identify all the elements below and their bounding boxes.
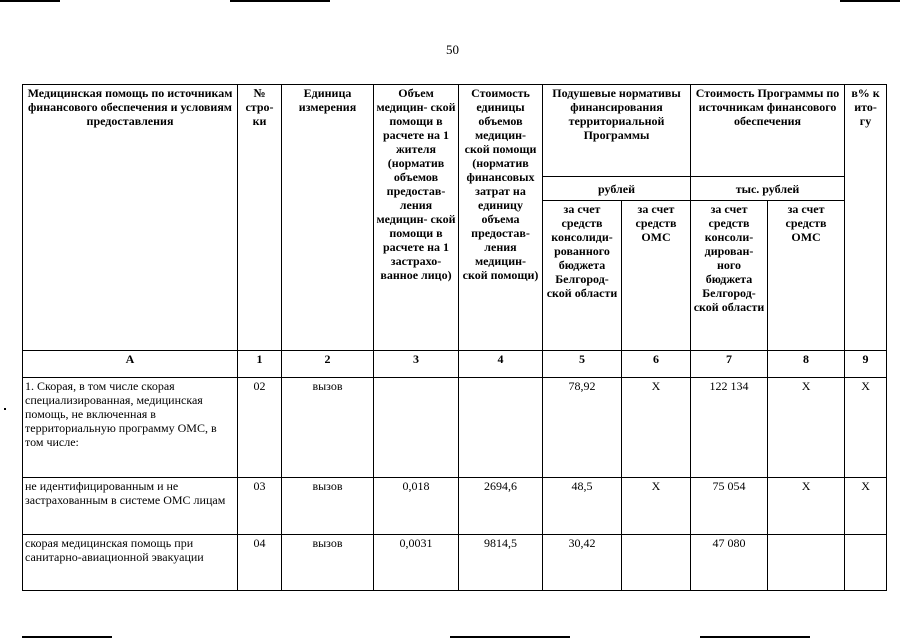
scan-speck [4,408,6,410]
header-col-3: Объем медицин- ской помощи в расчете на 1 жителя (норматив объемов предостав- ления медицин- ской помощи в расчете на 1 застрахо- ванное лицо) [374,85,459,351]
row-cost-oms [768,535,845,591]
column-number: 2 [282,351,374,378]
table-row [23,378,887,478]
row-unit-cost: 9814,5 [459,535,543,591]
column-number: 4 [459,351,543,378]
row-per-capita-oms: Х [622,478,691,535]
column-number: 1 [238,351,282,378]
row-per-capita-budget: 48,5 [543,478,622,535]
column-number: 9 [845,351,887,378]
header-col-4: Стоимость единицы объемов медицин- ской помощи (норматив финансовых затрат на единицу объема предостав- ления медицин- ской помощи) [459,85,543,351]
column-number: 3 [374,351,459,378]
row-percent: Х [845,378,887,478]
row-unit: вызов [282,378,374,478]
scan-edge-top-right [840,0,900,2]
header-col-8: за счет средств ОМС [768,201,845,351]
row-volume: 0,0031 [374,535,459,591]
row-per-capita-budget: 78,92 [543,378,622,478]
column-number: 6 [622,351,691,378]
row-name: 1. Скорая, в том числе скорая специализированная, медицинская помощь, не включенная в территориальную программу ОМС, в том числе: [23,378,238,478]
header-per-capita-group: Подушевые нормативы финансирования территориальной Программы [543,85,691,177]
column-number: 7 [691,351,768,378]
column-number-row [23,351,887,378]
header-program-cost-group: Стоимость Программы по источникам финансового обеспечения [691,85,845,177]
row-per-capita-oms: Х [622,378,691,478]
row-per-capita-oms [622,535,691,591]
header-col-a: Медицинская помощь по источникам финансового обеспечения и условиям предоставления [23,85,238,351]
scan-edge-top-mid [230,0,330,2]
financing-table [22,84,887,591]
header-col-9: в% к ито- гу [845,85,887,351]
row-volume [374,378,459,478]
row-unit-cost: 2694,6 [459,478,543,535]
column-number: 8 [768,351,845,378]
header-col-6: за счет средств ОМС [622,201,691,351]
row-unit: вызов [282,535,374,591]
row-cost-oms: Х [768,378,845,478]
row-line-number: 04 [238,535,282,591]
row-cost-oms: Х [768,478,845,535]
table-row [23,478,887,535]
page-number: 50 [446,42,459,57]
row-unit-cost [459,378,543,478]
scan-edge-bottom-mid [450,636,570,638]
header-col-7: за счет средств консоли- дирован- ного бюджета Белгород- ской области [691,201,768,351]
row-per-capita-budget: 30,42 [543,535,622,591]
scan-edge-bottom-right [700,636,810,638]
header-unit-thousand-rubles: тыс. рублей [691,177,845,201]
header-unit-rubles: рублей [543,177,691,201]
row-line-number: 03 [238,478,282,535]
scan-edge-bottom-left [22,636,112,638]
header-col-5: за счет средств консолиди- рованного бюджета Белгород- ской области [543,201,622,351]
table-row [23,535,887,591]
row-percent: Х [845,478,887,535]
row-volume: 0,018 [374,478,459,535]
row-percent [845,535,887,591]
header-col-2: Единица измерения [282,85,374,351]
row-cost-budget: 75 054 [691,478,768,535]
scan-edge-top-left [0,0,60,2]
row-name: не идентифицированным и не застрахованным в системе ОМС лицам [23,478,238,535]
row-cost-budget: 122 134 [691,378,768,478]
header-col-1: № стро- ки [238,85,282,351]
column-number: А [23,351,238,378]
row-unit: вызов [282,478,374,535]
row-name: скорая медицинская помощь при санитарно-авиационной эвакуации [23,535,238,591]
row-line-number: 02 [238,378,282,478]
column-number: 5 [543,351,622,378]
row-cost-budget: 47 080 [691,535,768,591]
